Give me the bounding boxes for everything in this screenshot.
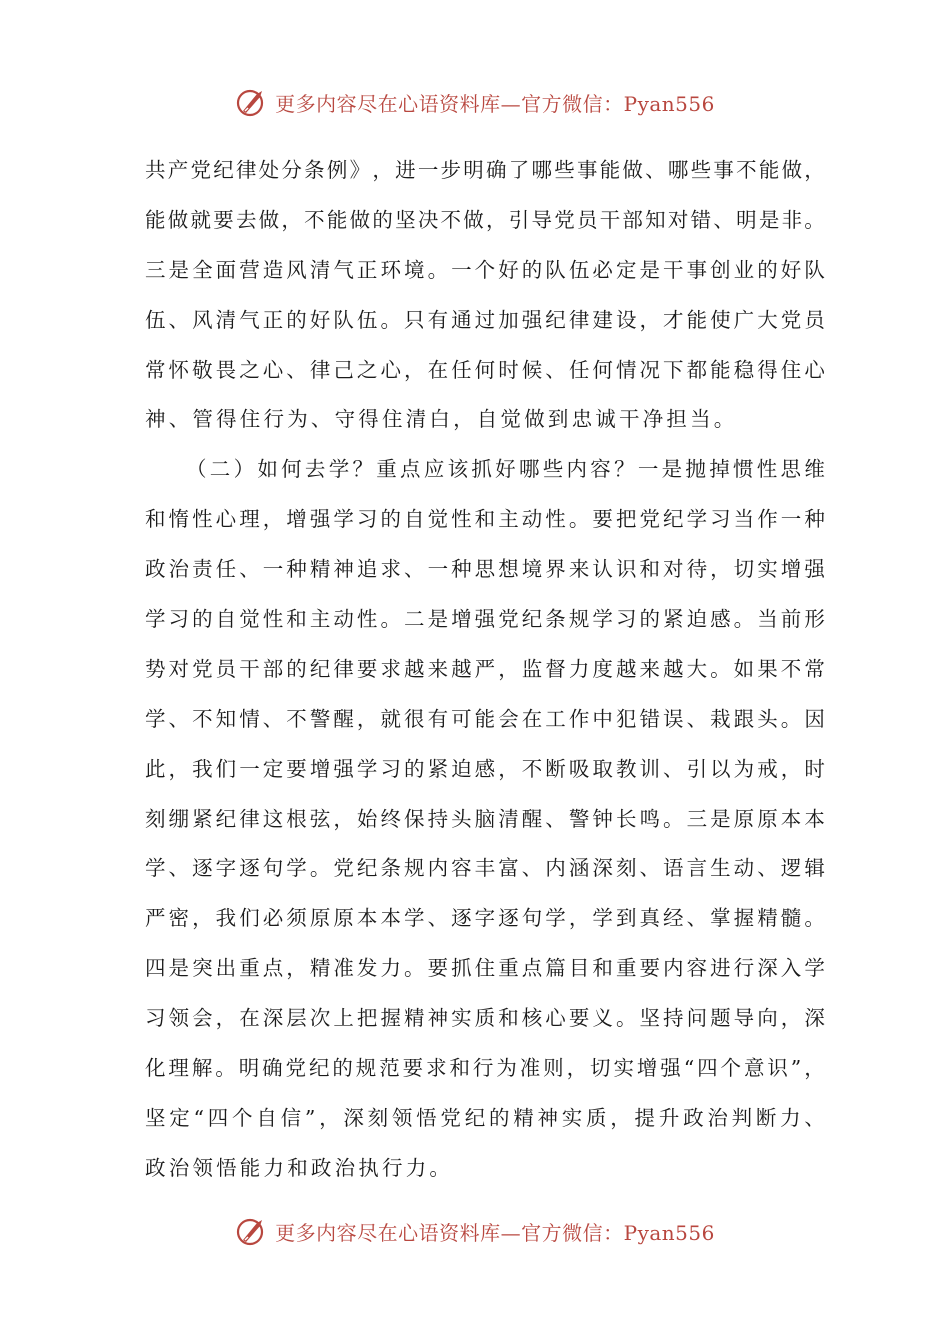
body-line: 常 怀 敬 畏 之 心 、 律 己 之 心 ， 在 任 何 时 候 、 任 何 情 况 下 都 能 稳 得 住 心 bbox=[145, 357, 825, 382]
paragraph-first-line: （ 二 ） 如 何 去 学 ？ 重 点 应 该 抓 好 哪 些 内 容 ？ 一 是 抛 掉 惯 性 思 维 bbox=[186, 457, 825, 482]
body-line: 化 理 解 。 明 确 党 纪 的 规 范 要 求 和 行 为 准 则 ， 切 实 增 强 “ 四 个 意 识 ” ， bbox=[145, 1056, 825, 1081]
body-line: 政 治 责 任 、 一 种 精 神 追 求 、 一 种 思 想 境 界 来 认 识 和 对 待 ， 切 实 增 强 bbox=[145, 557, 825, 582]
watermark-text: 更多内容尽在心语资料库—官方微信：Pyan556 bbox=[275, 91, 715, 116]
body-line: 和 惰 性 心 理 ， 增 强 学 习 的 自 觉 性 和 主 动 性 。 要 把 党 纪 学 习 当 作 一 种 bbox=[145, 507, 825, 532]
body-line: 学 、 不 知 情 、 不 警 醒 ， 就 很 有 可 能 会 在 工 作 中 犯 错 误 、 栽 跟 头 。 因 bbox=[145, 706, 825, 731]
body-line: 四 是 突 出 重 点 ， 精 准 发 力 。 要 抓 住 重 点 篇 目 和 重 要 内 容 进 行 深 入 学 bbox=[145, 956, 825, 981]
footer-watermark bbox=[0, 1209, 950, 1253]
body-line: 刻 绷 紧 纪 律 这 根 弦 ， 始 终 保 持 头 脑 清 醒 、 警 钟 长 鸣 。 三 是 原 原 本 本 bbox=[145, 806, 825, 831]
document-body bbox=[145, 146, 825, 1194]
body-line: 严 密 ， 我 们 必 须 原 原 本 本 学 、 逐 字 逐 句 学 ， 学 到 真 经 、 掌 握 精 髓 。 bbox=[145, 906, 825, 931]
pen-nib-circle-icon bbox=[235, 85, 269, 119]
body-line: 能 做 就 要 去 做 ， 不 能 做 的 坚 决 不 做 ， 引 导 党 员 干 部 知 对 错 、 明 是 非 。 bbox=[145, 207, 825, 232]
body-line: 伍 、 风 清 气 正 的 好 队 伍 。 只 有 通 过 加 强 纪 律 建 设 ， 才 能 使 广 大 党 员 bbox=[145, 307, 825, 332]
body-line: 此 ， 我 们 一 定 要 增 强 学 习 的 紧 迫 感 ， 不 断 吸 取 教 训 、 引 以 为 戒 ， 时 bbox=[145, 756, 825, 781]
body-line: 政治领悟能力和政治执行力。 bbox=[145, 1155, 454, 1180]
header-watermark bbox=[0, 80, 950, 124]
watermark-text: 更多内容尽在心语资料库—官方微信：Pyan556 bbox=[275, 1220, 715, 1245]
body-line: 学 、 逐 字 逐 句 学 。 党 纪 条 规 内 容 丰 富 、 内 涵 深 刻 、 语 言 生 动 、 逻 辑 bbox=[145, 856, 825, 881]
body-line: 学 习 的 自 觉 性 和 主 动 性 。 二 是 增 强 党 纪 条 规 学 习 的 紧 迫 感 。 当 前 形 bbox=[145, 607, 825, 632]
body-line: 势 对 党 员 干 部 的 纪 律 要 求 越 来 越 严 ， 监 督 力 度 越 来 越 大 。 如 果 不 常 bbox=[145, 656, 825, 681]
body-line: 三 是 全 面 营 造 风 清 气 正 环 境 。 一 个 好 的 队 伍 必 定 是 干 事 创 业 的 好 队 bbox=[145, 257, 825, 282]
body-line: 习 领 会 ， 在 深 层 次 上 把 握 精 神 实 质 和 核 心 要 义 。 坚 持 问 题 导 向 ， 深 bbox=[145, 1006, 825, 1031]
pen-nib-circle-icon bbox=[235, 1214, 269, 1248]
body-line: 坚 定 “ 四 个 自 信 ” ， 深 刻 领 悟 党 纪 的 精 神 实 质 ， 提 升 政 治 判 断 力 、 bbox=[145, 1105, 825, 1130]
body-line: 神、管得住行为、守得住清白，自觉做到忠诚干净担当。 bbox=[145, 407, 738, 432]
body-line: 共 产 党 纪 律 处 分 条 例 》 ， 进 一 步 明 确 了 哪 些 事 能 做 、 哪 些 事 不 能 做 ， bbox=[145, 158, 825, 182]
